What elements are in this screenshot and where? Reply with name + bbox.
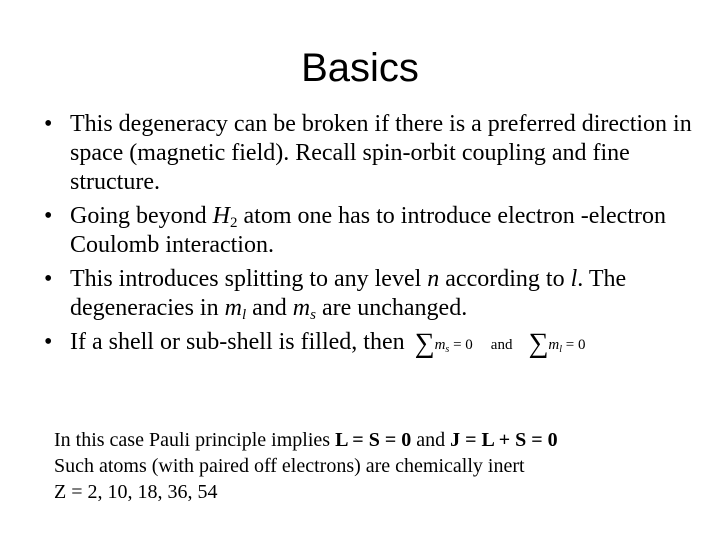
bullet-list [44,110,704,362]
sigma-icon: ∑ [528,328,549,359]
text-run: and [246,295,293,321]
sum-formula [414,328,586,359]
text-run: In this case Pauli principle implies [54,429,336,451]
bullet-text: This degeneracy can be broken if there is a preferred direction in space (magnetic field). Recall spin-orbit coupling and fine structure. [70,111,692,195]
ms-symbol: m [292,295,311,321]
ml-subscript-letter: l [241,307,247,323]
text-run: according to [439,266,571,292]
equals-zero: = 0 [449,337,473,353]
bullet-dot-icon: • [44,266,53,292]
ms-subscript-letter: s [445,344,450,355]
bullet-text [70,328,586,359]
text-run: . The degeneracies in [70,266,627,321]
ms-symbol: m [434,337,446,353]
h-subscript: 2 [230,215,238,231]
equals-zero: = 0 [562,337,586,353]
ml-symbol: m [224,295,242,321]
bold-equation: J = L + S = 0 [450,429,558,451]
bullet-dot-icon: • [44,329,53,355]
ml-subscript-letter: l [559,344,563,355]
bullet-item-splitting [44,265,704,323]
footer-notes [54,427,704,505]
and-word: and [490,337,513,353]
text-run: If a shell or sub-shell is filled, then [70,329,405,355]
bullet-dot-icon: • [44,111,53,137]
slide-title: Basics [301,46,419,90]
h-symbol: H [212,203,230,229]
text-run: and [411,429,451,451]
bullet-dot-icon: • [44,203,53,229]
sigma-icon: ∑ [414,328,435,359]
bullet-item-filled-shell [44,328,704,357]
ml-symbol: m [548,337,560,353]
n-symbol: n [427,266,440,292]
text-run: atom one has to introduce electron -electron Coulomb interaction. [70,203,666,258]
bold-equation: L = S = 0 [335,429,412,451]
footer-line-inert: Such atoms (with paired off electrons) are chemically inert [54,455,525,477]
text-run: are unchanged. [315,295,468,321]
ms-subscript-letter: s [310,307,316,323]
text-run: Going beyond [70,203,213,229]
bullet-item-coulomb [44,202,704,260]
bullet-text [70,266,626,321]
text-run: This introduces splitting to any level [70,266,428,292]
bullet-item-degeneracy [44,110,704,197]
l-symbol: l [570,266,578,292]
footer-line-z-values: Z = 2, 10, 18, 36, 54 [54,481,218,503]
footer-line-pauli [54,427,704,453]
bullet-text [70,203,666,258]
